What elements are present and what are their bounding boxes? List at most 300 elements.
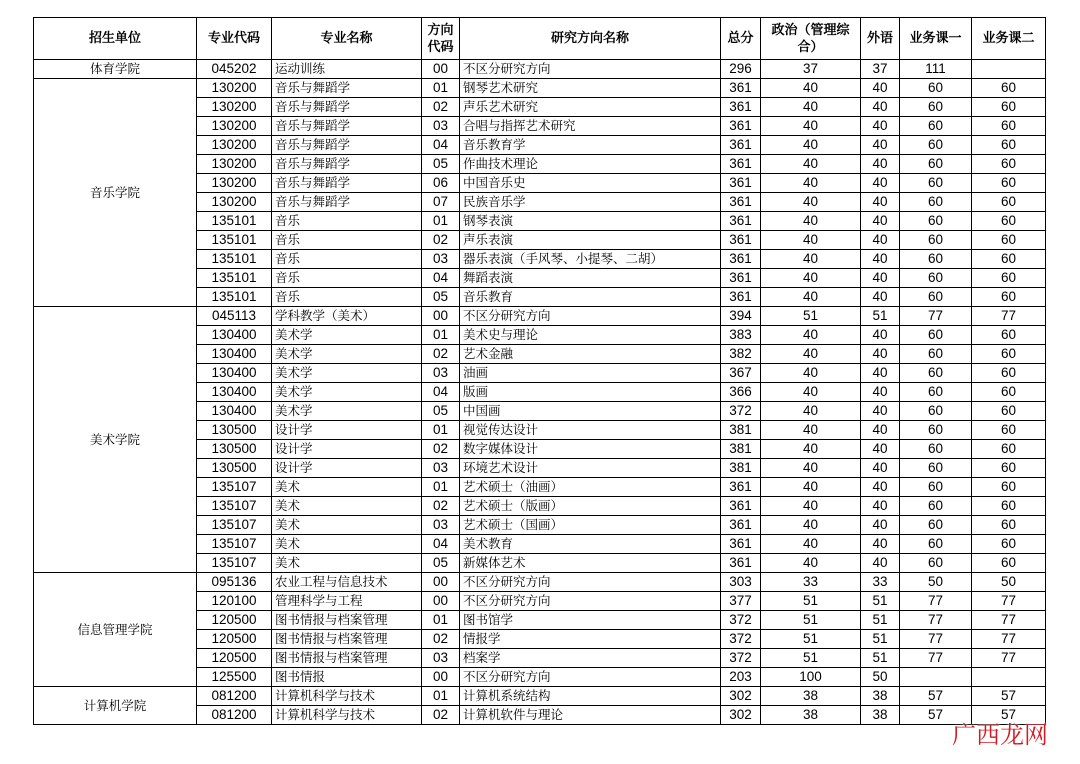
major-code-cell: 130200 xyxy=(197,193,272,212)
direction-name-cell: 油画 xyxy=(460,364,721,383)
direction-name-cell: 档案学 xyxy=(460,649,721,668)
subject-two-score-cell: 60 xyxy=(972,269,1046,288)
total-score-cell: 361 xyxy=(721,535,761,554)
politics-score-cell: 40 xyxy=(761,136,861,155)
major-code-cell: 130200 xyxy=(197,79,272,98)
major-name-cell: 美术 xyxy=(272,478,422,497)
subject-two-score-cell: 60 xyxy=(972,250,1046,269)
subject-two-score-cell: 60 xyxy=(972,231,1046,250)
direction-name-cell: 不区分研究方向 xyxy=(460,60,721,79)
total-score-cell: 394 xyxy=(721,307,761,326)
header-direction-name: 研究方向名称 xyxy=(460,18,721,60)
foreign-language-score-cell: 40 xyxy=(861,193,900,212)
total-score-cell: 361 xyxy=(721,98,761,117)
direction-name-cell: 音乐教育 xyxy=(460,288,721,307)
major-code-cell: 095136 xyxy=(197,573,272,592)
subject-two-score-cell: 60 xyxy=(972,117,1046,136)
major-name-cell: 美术学 xyxy=(272,364,422,383)
direction-code-cell: 01 xyxy=(422,687,460,706)
politics-score-cell: 40 xyxy=(761,345,861,364)
politics-score-cell: 40 xyxy=(761,421,861,440)
direction-name-cell: 声乐表演 xyxy=(460,231,721,250)
foreign-language-score-cell: 40 xyxy=(861,497,900,516)
total-score-cell: 361 xyxy=(721,554,761,573)
politics-score-cell: 40 xyxy=(761,516,861,535)
direction-name-cell: 民族音乐学 xyxy=(460,193,721,212)
direction-code-cell: 04 xyxy=(422,136,460,155)
subject-two-score-cell: 77 xyxy=(972,649,1046,668)
direction-name-cell: 舞蹈表演 xyxy=(460,269,721,288)
major-code-cell: 135107 xyxy=(197,554,272,573)
major-name-cell: 音乐与舞蹈学 xyxy=(272,79,422,98)
subject-one-score-cell: 60 xyxy=(900,212,972,231)
header-subject-two: 业务课二 xyxy=(972,18,1046,60)
subject-one-score-cell: 57 xyxy=(900,706,972,725)
direction-code-cell: 00 xyxy=(422,592,460,611)
politics-score-cell: 40 xyxy=(761,212,861,231)
major-code-cell: 135101 xyxy=(197,269,272,288)
major-code-cell: 045202 xyxy=(197,60,272,79)
direction-code-cell: 05 xyxy=(422,402,460,421)
subject-one-score-cell: 60 xyxy=(900,554,972,573)
table-header-row xyxy=(34,18,1046,60)
subject-two-score-cell: 60 xyxy=(972,174,1046,193)
major-code-cell: 130500 xyxy=(197,459,272,478)
total-score-cell: 361 xyxy=(721,478,761,497)
direction-name-cell: 计算机系统结构 xyxy=(460,687,721,706)
subject-one-score-cell: 60 xyxy=(900,440,972,459)
foreign-language-score-cell: 40 xyxy=(861,554,900,573)
subject-two-score-cell: 57 xyxy=(972,706,1046,725)
subject-one-score-cell: 60 xyxy=(900,364,972,383)
politics-score-cell: 40 xyxy=(761,193,861,212)
foreign-language-score-cell: 40 xyxy=(861,269,900,288)
major-code-cell: 130200 xyxy=(197,98,272,117)
direction-code-cell: 05 xyxy=(422,554,460,573)
direction-name-cell: 新媒体艺术 xyxy=(460,554,721,573)
direction-code-cell: 06 xyxy=(422,174,460,193)
major-name-cell: 设计学 xyxy=(272,440,422,459)
total-score-cell: 361 xyxy=(721,288,761,307)
subject-one-score-cell: 77 xyxy=(900,592,972,611)
major-name-cell: 美术学 xyxy=(272,402,422,421)
total-score-cell: 302 xyxy=(721,687,761,706)
foreign-language-score-cell: 33 xyxy=(861,573,900,592)
subject-two-score-cell: 60 xyxy=(972,516,1046,535)
subject-one-score-cell: 57 xyxy=(900,687,972,706)
direction-name-cell: 不区分研究方向 xyxy=(460,668,721,687)
subject-two-score-cell: 57 xyxy=(972,687,1046,706)
politics-score-cell: 100 xyxy=(761,668,861,687)
total-score-cell: 361 xyxy=(721,136,761,155)
foreign-language-score-cell: 40 xyxy=(861,155,900,174)
foreign-language-score-cell: 40 xyxy=(861,174,900,193)
direction-code-cell: 01 xyxy=(422,421,460,440)
politics-score-cell: 40 xyxy=(761,497,861,516)
subject-one-score-cell: 60 xyxy=(900,402,972,421)
subject-two-score-cell: 60 xyxy=(972,193,1046,212)
total-score-cell: 361 xyxy=(721,193,761,212)
direction-name-cell: 视觉传达设计 xyxy=(460,421,721,440)
politics-score-cell: 51 xyxy=(761,592,861,611)
total-score-cell: 361 xyxy=(721,231,761,250)
foreign-language-score-cell: 40 xyxy=(861,345,900,364)
major-name-cell: 音乐 xyxy=(272,231,422,250)
subject-one-score-cell: 60 xyxy=(900,535,972,554)
major-name-cell: 美术学 xyxy=(272,383,422,402)
direction-code-cell: 01 xyxy=(422,212,460,231)
politics-score-cell: 40 xyxy=(761,117,861,136)
subject-two-score-cell: 60 xyxy=(972,478,1046,497)
direction-code-cell: 01 xyxy=(422,478,460,497)
subject-two-score-cell xyxy=(972,668,1046,687)
direction-code-cell: 03 xyxy=(422,516,460,535)
subject-two-score-cell: 60 xyxy=(972,535,1046,554)
site-watermark: 广西龙网 xyxy=(952,721,1048,749)
politics-score-cell: 40 xyxy=(761,288,861,307)
major-name-cell: 管理科学与工程 xyxy=(272,592,422,611)
subject-two-score-cell: 50 xyxy=(972,573,1046,592)
major-code-cell: 130500 xyxy=(197,421,272,440)
direction-name-cell: 艺术金融 xyxy=(460,345,721,364)
subject-one-score-cell: 60 xyxy=(900,269,972,288)
direction-code-cell: 02 xyxy=(422,497,460,516)
direction-code-cell: 01 xyxy=(422,326,460,345)
direction-code-cell: 04 xyxy=(422,383,460,402)
table-row xyxy=(34,60,1046,79)
major-code-cell: 120500 xyxy=(197,630,272,649)
foreign-language-score-cell: 40 xyxy=(861,79,900,98)
subject-two-score-cell: 77 xyxy=(972,630,1046,649)
direction-name-cell: 作曲技术理论 xyxy=(460,155,721,174)
total-score-cell: 382 xyxy=(721,345,761,364)
table-row xyxy=(34,79,1046,98)
politics-score-cell: 40 xyxy=(761,364,861,383)
subject-one-score-cell: 77 xyxy=(900,611,972,630)
politics-score-cell: 40 xyxy=(761,383,861,402)
foreign-language-score-cell: 40 xyxy=(861,136,900,155)
direction-name-cell: 不区分研究方向 xyxy=(460,307,721,326)
major-code-cell: 081200 xyxy=(197,687,272,706)
total-score-cell: 361 xyxy=(721,174,761,193)
total-score-cell: 372 xyxy=(721,649,761,668)
major-name-cell: 美术学 xyxy=(272,326,422,345)
direction-code-cell: 00 xyxy=(422,60,460,79)
direction-code-cell: 05 xyxy=(422,288,460,307)
major-code-cell: 130500 xyxy=(197,440,272,459)
politics-score-cell: 40 xyxy=(761,554,861,573)
major-code-cell: 130200 xyxy=(197,136,272,155)
total-score-cell: 203 xyxy=(721,668,761,687)
direction-name-cell: 图书馆学 xyxy=(460,611,721,630)
foreign-language-score-cell: 40 xyxy=(861,117,900,136)
subject-one-score-cell: 60 xyxy=(900,421,972,440)
unit-cell: 计算机学院 xyxy=(34,687,197,725)
subject-two-score-cell: 60 xyxy=(972,497,1046,516)
politics-score-cell: 51 xyxy=(761,611,861,630)
politics-score-cell: 40 xyxy=(761,98,861,117)
politics-score-cell: 40 xyxy=(761,79,861,98)
subject-two-score-cell: 60 xyxy=(972,155,1046,174)
direction-name-cell: 艺术硕士（国画） xyxy=(460,516,721,535)
politics-score-cell: 51 xyxy=(761,307,861,326)
subject-one-score-cell: 60 xyxy=(900,383,972,402)
direction-code-cell: 02 xyxy=(422,231,460,250)
subject-one-score-cell: 60 xyxy=(900,174,972,193)
total-score-cell: 361 xyxy=(721,212,761,231)
direction-name-cell: 声乐艺术研究 xyxy=(460,98,721,117)
subject-one-score-cell: 60 xyxy=(900,326,972,345)
foreign-language-score-cell: 40 xyxy=(861,459,900,478)
total-score-cell: 361 xyxy=(721,269,761,288)
subject-two-score-cell: 60 xyxy=(972,364,1046,383)
foreign-language-score-cell: 51 xyxy=(861,649,900,668)
table-row xyxy=(34,687,1046,706)
header-total-score: 总分 xyxy=(721,18,761,60)
major-code-cell: 130200 xyxy=(197,117,272,136)
subject-one-score-cell: 60 xyxy=(900,136,972,155)
major-name-cell: 图书情报 xyxy=(272,668,422,687)
politics-score-cell: 40 xyxy=(761,478,861,497)
major-name-cell: 音乐与舞蹈学 xyxy=(272,117,422,136)
politics-score-cell: 40 xyxy=(761,402,861,421)
major-name-cell: 设计学 xyxy=(272,421,422,440)
total-score-cell: 361 xyxy=(721,155,761,174)
subject-two-score-cell: 60 xyxy=(972,326,1046,345)
subject-one-score-cell: 60 xyxy=(900,516,972,535)
direction-code-cell: 00 xyxy=(422,668,460,687)
header-major-name: 专业名称 xyxy=(272,18,422,60)
politics-score-cell: 40 xyxy=(761,459,861,478)
header-direction-code: 方向代码 xyxy=(422,18,460,60)
subject-one-score-cell: 60 xyxy=(900,459,972,478)
subject-one-score-cell: 60 xyxy=(900,193,972,212)
politics-score-cell: 40 xyxy=(761,535,861,554)
subject-one-score-cell: 60 xyxy=(900,478,972,497)
subject-two-score-cell: 60 xyxy=(972,383,1046,402)
foreign-language-score-cell: 38 xyxy=(861,706,900,725)
direction-code-cell: 03 xyxy=(422,117,460,136)
major-name-cell: 学科教学（美术） xyxy=(272,307,422,326)
politics-score-cell: 40 xyxy=(761,250,861,269)
major-name-cell: 美术 xyxy=(272,516,422,535)
major-code-cell: 130200 xyxy=(197,155,272,174)
header-major-code: 专业代码 xyxy=(197,18,272,60)
foreign-language-score-cell: 40 xyxy=(861,212,900,231)
politics-score-cell: 40 xyxy=(761,440,861,459)
foreign-language-score-cell: 51 xyxy=(861,611,900,630)
direction-name-cell: 中国画 xyxy=(460,402,721,421)
direction-code-cell: 03 xyxy=(422,649,460,668)
subject-one-score-cell: 60 xyxy=(900,98,972,117)
table-body xyxy=(34,60,1046,725)
foreign-language-score-cell: 51 xyxy=(861,307,900,326)
total-score-cell: 361 xyxy=(721,516,761,535)
direction-name-cell: 版画 xyxy=(460,383,721,402)
direction-code-cell: 02 xyxy=(422,440,460,459)
major-name-cell: 音乐 xyxy=(272,250,422,269)
foreign-language-score-cell: 38 xyxy=(861,687,900,706)
major-name-cell: 图书情报与档案管理 xyxy=(272,611,422,630)
subject-two-score-cell: 77 xyxy=(972,592,1046,611)
major-code-cell: 135101 xyxy=(197,231,272,250)
subject-one-score-cell: 50 xyxy=(900,573,972,592)
direction-name-cell: 不区分研究方向 xyxy=(460,592,721,611)
politics-score-cell: 33 xyxy=(761,573,861,592)
direction-code-cell: 03 xyxy=(422,250,460,269)
admission-score-table-container xyxy=(33,17,1045,725)
subject-two-score-cell: 60 xyxy=(972,212,1046,231)
politics-score-cell: 40 xyxy=(761,155,861,174)
subject-two-score-cell: 60 xyxy=(972,288,1046,307)
header-subject-one: 业务课一 xyxy=(900,18,972,60)
direction-name-cell: 不区分研究方向 xyxy=(460,573,721,592)
subject-two-score-cell: 60 xyxy=(972,440,1046,459)
foreign-language-score-cell: 50 xyxy=(861,668,900,687)
direction-code-cell: 02 xyxy=(422,630,460,649)
subject-two-score-cell: 60 xyxy=(972,345,1046,364)
subject-one-score-cell: 60 xyxy=(900,250,972,269)
unit-cell: 音乐学院 xyxy=(34,79,197,307)
total-score-cell: 372 xyxy=(721,611,761,630)
major-name-cell: 运动训练 xyxy=(272,60,422,79)
politics-score-cell: 37 xyxy=(761,60,861,79)
subject-two-score-cell: 77 xyxy=(972,307,1046,326)
politics-score-cell: 51 xyxy=(761,649,861,668)
foreign-language-score-cell: 40 xyxy=(861,326,900,345)
unit-cell: 美术学院 xyxy=(34,307,197,573)
total-score-cell: 361 xyxy=(721,250,761,269)
table-row xyxy=(34,307,1046,326)
major-code-cell: 120500 xyxy=(197,611,272,630)
direction-code-cell: 05 xyxy=(422,155,460,174)
direction-name-cell: 合唱与指挥艺术研究 xyxy=(460,117,721,136)
major-name-cell: 计算机科学与技术 xyxy=(272,687,422,706)
foreign-language-score-cell: 40 xyxy=(861,478,900,497)
total-score-cell: 372 xyxy=(721,630,761,649)
direction-code-cell: 01 xyxy=(422,79,460,98)
subject-one-score-cell: 77 xyxy=(900,307,972,326)
direction-name-cell: 艺术硕士（版画） xyxy=(460,497,721,516)
foreign-language-score-cell: 40 xyxy=(861,421,900,440)
major-code-cell: 130400 xyxy=(197,345,272,364)
politics-score-cell: 40 xyxy=(761,174,861,193)
major-name-cell: 计算机科学与技术 xyxy=(272,706,422,725)
major-code-cell: 135101 xyxy=(197,250,272,269)
major-name-cell: 音乐与舞蹈学 xyxy=(272,155,422,174)
major-code-cell: 135101 xyxy=(197,212,272,231)
subject-one-score-cell xyxy=(900,668,972,687)
foreign-language-score-cell: 40 xyxy=(861,402,900,421)
direction-code-cell: 01 xyxy=(422,611,460,630)
major-name-cell: 图书情报与档案管理 xyxy=(272,649,422,668)
major-name-cell: 美术 xyxy=(272,554,422,573)
major-name-cell: 图书情报与档案管理 xyxy=(272,630,422,649)
subject-one-score-cell: 60 xyxy=(900,79,972,98)
total-score-cell: 302 xyxy=(721,706,761,725)
major-code-cell: 130200 xyxy=(197,174,272,193)
admission-score-table xyxy=(33,17,1046,725)
major-code-cell: 130400 xyxy=(197,364,272,383)
major-name-cell: 音乐 xyxy=(272,269,422,288)
total-score-cell: 381 xyxy=(721,459,761,478)
major-code-cell: 081200 xyxy=(197,706,272,725)
major-code-cell: 130400 xyxy=(197,383,272,402)
major-name-cell: 音乐与舞蹈学 xyxy=(272,98,422,117)
foreign-language-score-cell: 40 xyxy=(861,364,900,383)
direction-name-cell: 计算机软件与理论 xyxy=(460,706,721,725)
major-name-cell: 音乐 xyxy=(272,212,422,231)
politics-score-cell: 51 xyxy=(761,630,861,649)
foreign-language-score-cell: 40 xyxy=(861,440,900,459)
direction-name-cell: 美术教育 xyxy=(460,535,721,554)
major-name-cell: 音乐 xyxy=(272,288,422,307)
subject-one-score-cell: 60 xyxy=(900,155,972,174)
direction-code-cell: 03 xyxy=(422,364,460,383)
major-code-cell: 130400 xyxy=(197,402,272,421)
subject-one-score-cell: 111 xyxy=(900,60,972,79)
total-score-cell: 367 xyxy=(721,364,761,383)
header-foreign-language: 外语 xyxy=(861,18,900,60)
direction-name-cell: 数字媒体设计 xyxy=(460,440,721,459)
foreign-language-score-cell: 37 xyxy=(861,60,900,79)
subject-two-score-cell: 60 xyxy=(972,421,1046,440)
subject-two-score-cell: 60 xyxy=(972,79,1046,98)
direction-code-cell: 02 xyxy=(422,706,460,725)
subject-two-score-cell: 60 xyxy=(972,98,1046,117)
subject-one-score-cell: 77 xyxy=(900,630,972,649)
direction-name-cell: 美术史与理论 xyxy=(460,326,721,345)
direction-code-cell: 03 xyxy=(422,459,460,478)
subject-one-score-cell: 60 xyxy=(900,231,972,250)
total-score-cell: 366 xyxy=(721,383,761,402)
unit-cell: 信息管理学院 xyxy=(34,573,197,687)
major-code-cell: 135107 xyxy=(197,516,272,535)
subject-two-score-cell: 60 xyxy=(972,136,1046,155)
foreign-language-score-cell: 40 xyxy=(861,231,900,250)
politics-score-cell: 38 xyxy=(761,687,861,706)
total-score-cell: 296 xyxy=(721,60,761,79)
major-code-cell: 135107 xyxy=(197,497,272,516)
direction-code-cell: 02 xyxy=(422,98,460,117)
direction-name-cell: 钢琴表演 xyxy=(460,212,721,231)
total-score-cell: 361 xyxy=(721,497,761,516)
total-score-cell: 381 xyxy=(721,440,761,459)
subject-two-score-cell: 60 xyxy=(972,554,1046,573)
foreign-language-score-cell: 40 xyxy=(861,98,900,117)
major-code-cell: 045113 xyxy=(197,307,272,326)
direction-name-cell: 艺术硕士（油画） xyxy=(460,478,721,497)
direction-name-cell: 情报学 xyxy=(460,630,721,649)
politics-score-cell: 40 xyxy=(761,269,861,288)
major-code-cell: 120500 xyxy=(197,649,272,668)
subject-one-score-cell: 60 xyxy=(900,288,972,307)
major-name-cell: 音乐与舞蹈学 xyxy=(272,174,422,193)
total-score-cell: 377 xyxy=(721,592,761,611)
foreign-language-score-cell: 40 xyxy=(861,383,900,402)
major-name-cell: 音乐与舞蹈学 xyxy=(272,193,422,212)
direction-code-cell: 00 xyxy=(422,573,460,592)
major-name-cell: 农业工程与信息技术 xyxy=(272,573,422,592)
major-name-cell: 音乐与舞蹈学 xyxy=(272,136,422,155)
foreign-language-score-cell: 40 xyxy=(861,516,900,535)
total-score-cell: 372 xyxy=(721,402,761,421)
total-score-cell: 361 xyxy=(721,79,761,98)
direction-code-cell: 02 xyxy=(422,345,460,364)
subject-one-score-cell: 60 xyxy=(900,497,972,516)
politics-score-cell: 40 xyxy=(761,326,861,345)
subject-two-score-cell: 77 xyxy=(972,611,1046,630)
